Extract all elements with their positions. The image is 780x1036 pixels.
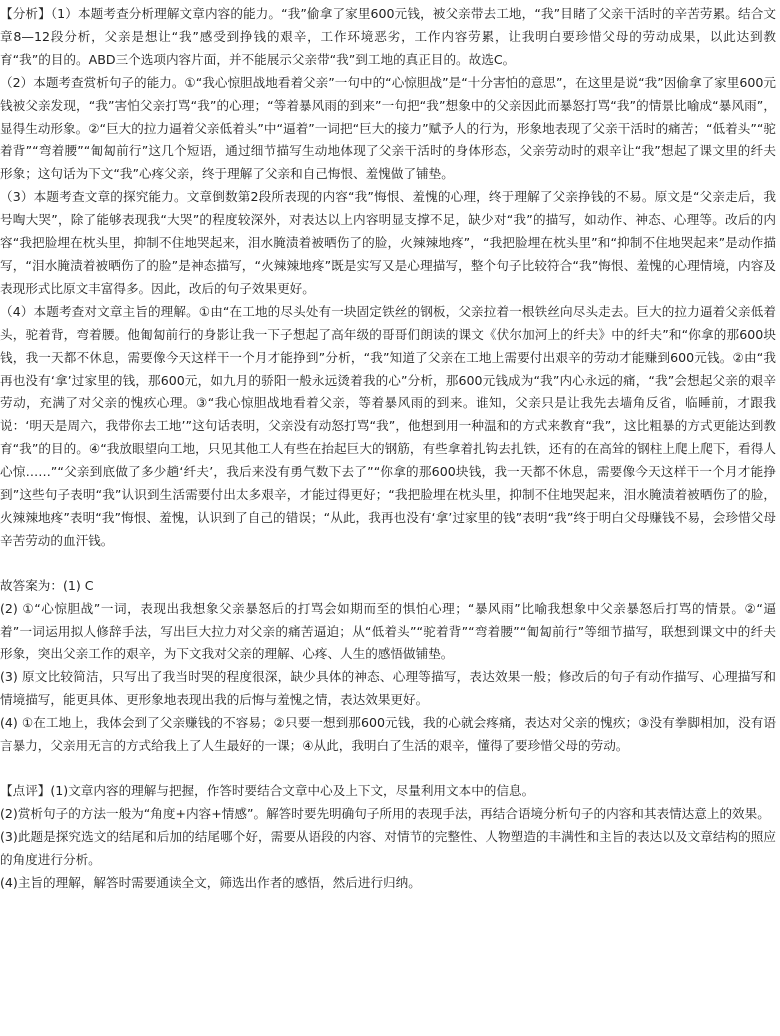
answer-3: (3) 原文比较简洁，只写出了我当时哭的程度很深，缺少具体的神态、心理等描写，表达效果一般；修改后的句子有动作描写、心理描写和情境描写，能更具体、更形象地表现出我的后悔与羞愧之情，表达效果更好。 xyxy=(0,669,776,708)
section-spacer xyxy=(0,553,776,575)
analysis-part-4: （4）本题考查对文章主旨的理解。①由“在工地的尽头处有一块固定铁丝的钢板，父亲拉着一根铁丝向尽头走去。巨大的拉力逼着父亲低着头，驼着背，弯着腰。他匍匐前行的身影让我一下子想起了高年级的哥哥们朗读的课文《伏尔加河上的纤夫》中的纤夫”和“你拿的那600块钱，我一天都不休息，需要像今天这样干一个月才能挣到”分析，“我”知道了父亲在工地上需要付出艰辛的劳动才能赚到600元钱。②由“我再也没有‘拿’过家里的钱，那600元，如九月的骄阳一般永远烫着我的心”分析，那600元钱成为“我”内心永远的痛，“我”会想起父亲的艰辛劳动，充满了对父亲的愧疚心理。③“我心惊胆战地看着父亲，等着暴风雨的到来。谁知，父亲只是让我先去墙角反省，临睡前，才跟我说：‘明天是周六，我带你去工地’”这句话表明，父亲没有动怒打骂“我”，他想到用一种温和的方式来教育“我”，这比粗暴的方式更能达到教育“我”的目的。④“我放眼望向工地，只见其他工人有些在抬起巨大的钢筋，有些拿着扎钩去扎铁，还有的在高耸的钢柱上爬上爬下，看得人心惊……”“父亲到底做了多少趟‘纤夫’，我后来没有勇气数下去了”“你拿的那600块钱，我一天都不休息，需要像今天这样干一个月才能挣到”这些句子表明“我”认识到生活需要付出太多艰辛，才能过得更好；“我把脸埋在枕头里，抑制不住地哭起来，泪水腌渍着被晒伤了的脸，火辣辣地疼”表明“我”悔恨、羞愧，认识到了自己的错误；“从此，我再也没有‘拿’过家里的钱”表明“我”终于明白父母赚钱不易，会珍惜父母辛苦劳动的血汗钱。 xyxy=(0,303,776,548)
analysis-part-3: （3）本题考查文章的探究能力。文章倒数第2段所表现的内容“我”悔恨、羞愧的心理，终于理解了父亲挣钱的不易。原文是“父亲走后，我号啕大哭”，除了能够表现我“大哭”的程度较深外，对表达以上内容明显支撑不足，缺少对“我”的描写，如动作、神态、心理等。改后的内容“我把脸埋在枕头里，抑制不住地哭起来，泪水腌渍着被晒伤了的脸，火辣辣地疼”，“我把脸埋在枕头里”和“抑制不住地哭起来”是动作描写，“泪水腌渍着被晒伤了的脸”是神态描写，“火辣辣地疼”既是实写又是心理描写，整个句子比较符合“我”悔恨、羞愧的心理情境，内容及表现形式比原文丰富得多。因此，改后的句子效果更好。 xyxy=(0,189,776,296)
comment-2: (2)赏析句子的方法一般为“角度+内容+情感”。解答时要先明确句子所用的表现手法，再结合语境分析句子的内容和其表情达意上的效果。 xyxy=(0,805,770,821)
answer-4: (4) ①在工地上，我体会到了父亲赚钱的不容易；②只要一想到那600元钱，我的心就会疼痛，表达对父亲的愧疚；③没有拳脚相加，没有语言暴力，父亲用无言的方式给我上了人生最好的一课；④从此，我明白了生活的艰辛，懂得了要珍惜父母的劳动。 xyxy=(0,715,776,754)
answer-heading: 故答案为：(1) C xyxy=(0,577,94,593)
comment-4: (4)主旨的理解，解答时需要通读全文，筛选出作者的感悟，然后进行归纳。 xyxy=(0,874,421,890)
analysis-part-1: 【分析】（1）本题考查分析理解文章内容的能力。“我”偷拿了家里600元钱，被父亲带去工地，“我”目睹了父亲干活时的辛苦劳累。结合文章8—12段分析，父亲是想让“我”感受到挣钱的艰辛，工作环境恶劣，工作内容劳累，让我明白要珍惜父母的劳动成果，以此达到教育“我”的目的。ABD三个选项内容片面，并不能展示父亲带“我”到工地的真正目的。故选C。 xyxy=(0,6,776,67)
answer-2: (2) ①“心惊胆战”一词，表现出我想象父亲暴怒后的打骂会如期而至的惧怕心理；“暴风雨”比喻我想象中父亲暴怒后打骂的情景。②“逼着”一词运用拟人修辞手法，写出巨大拉力对父亲的痛苦逼迫；从“低着头”“驼着背”“弯着腰”“匍匐前行”等细节描写，联想到课文中的纤夫形象，突出父亲工作的艰辛，为下文我对父亲的理解、心疼、人生的感悟做铺垫。 xyxy=(0,600,776,662)
solution-document xyxy=(0,3,776,895)
section-spacer xyxy=(0,758,776,780)
comment-3: (3)此题是探究选文的结尾和后加的结尾哪个好，需要从语段的内容、对情节的完整性、人物塑造的丰满性和主旨的表达以及文章结构的照应的角度进行分析。 xyxy=(0,828,776,867)
analysis-part-2: （2）本题考查赏析句子的能力。①“我心惊胆战地看着父亲”一句中的“心惊胆战”是“十分害怕的意思”，在这里是说“我”因偷拿了家里600元钱被父亲发现，“我”害怕父亲打骂“我”的心理；“等着暴风雨的到来”一句把“我”想象中的父亲因此而暴怒打骂“我”的情景比喻成“暴风雨”，显得生动形象。②“巨大的拉力逼着父亲低着头”中“逼着”一词把“巨大的接力”赋予人的行为，形象地表现了父亲干活时的痛苦；“低着头”“驼着背”“弯着腰”“匍匐前行”这几个短语，通过细节描写生动地体现了父亲干活时的身体形态，父亲劳动时的艰辛让“我”想起了课文里的纤夫形象；这句话为下文“我”心疼父亲，终于理解了父亲和自己悔恨、羞愧做了铺垫。 xyxy=(0,74,776,182)
comment-1: 【点评】(1)文章内容的理解与把握，作答时要结合文章中心及上下文，尽量利用文本中的信息。 xyxy=(0,783,535,798)
